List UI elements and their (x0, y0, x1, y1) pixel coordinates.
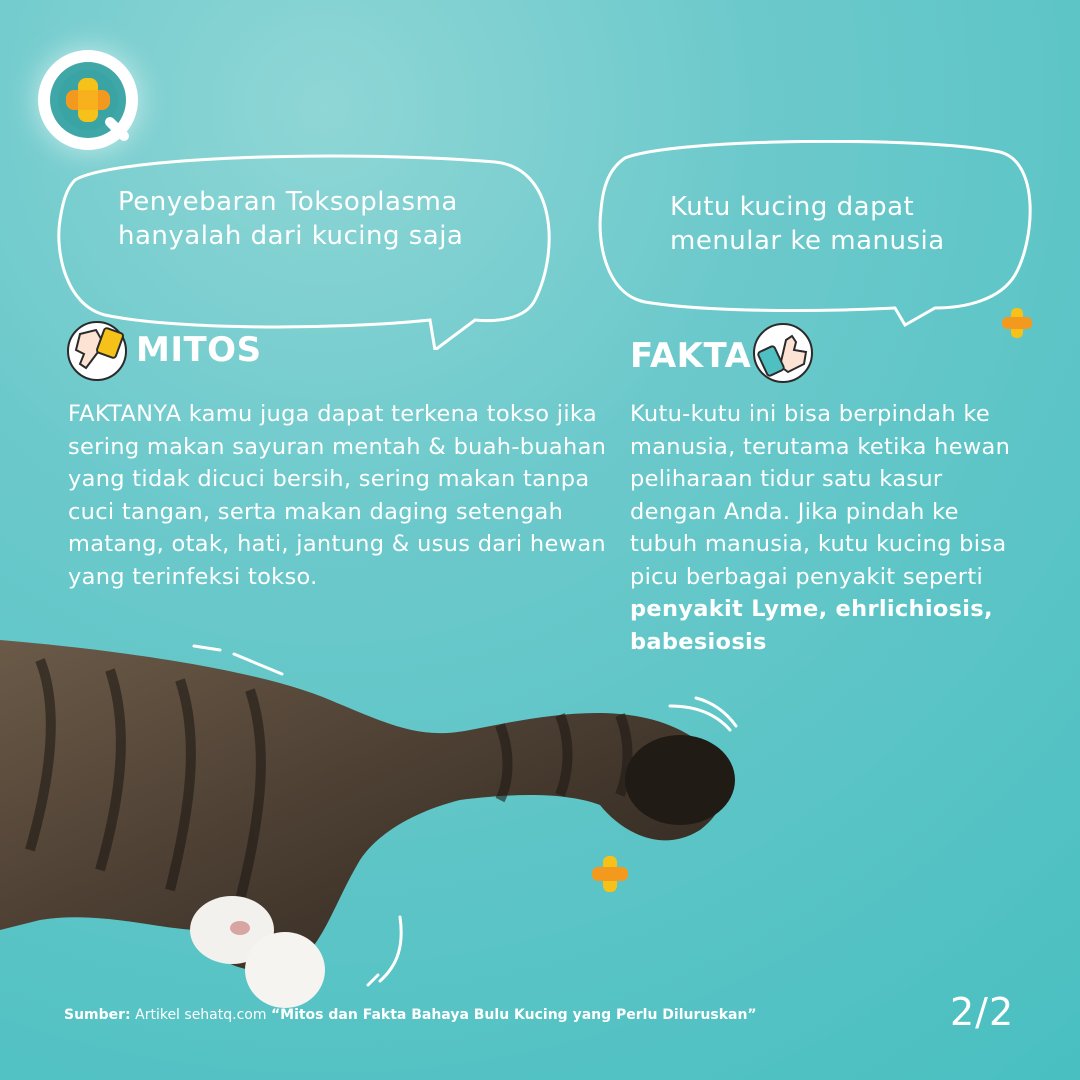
plus-sparkle-icon (590, 854, 630, 894)
source-text: Artikel sehatq.com (135, 1007, 267, 1023)
motion-dash (190, 640, 290, 680)
page-indicator: 2/2 (950, 990, 1015, 1034)
footer-source (64, 1007, 757, 1023)
motion-dash (666, 696, 746, 746)
motion-dash (360, 915, 420, 995)
myth-bubble-line2: hanyalah dari kucing saja (118, 221, 464, 251)
myth-bubble-line1: Penyebaran Toksoplasma (118, 187, 458, 217)
sehatq-logo-icon (38, 50, 138, 150)
thumbs-down-icon (66, 320, 128, 382)
article-title: “Mitos dan Fakta Bahaya Bulu Kucing yang Perlu Diluruskan” (270, 1007, 757, 1023)
thumbs-up-icon (752, 322, 814, 384)
plus-sparkle-icon (1000, 306, 1034, 340)
fact-paragraph-text: Kutu-kutu ini bisa berpindah ke manusia, terutama ketika hewan peliharaan tidur satu kasur dengan Anda. Jika pindah ke tubuh manusia, kutu kucing bisa picu berbagai penyakit seperti (630, 401, 1011, 590)
fact-bubble-line1: Kutu kucing dapat (670, 192, 915, 222)
fact-paragraph (630, 398, 1025, 658)
myth-bubble-text (118, 185, 463, 253)
fact-bubble-text (670, 190, 945, 258)
fact-diseases: penyakit Lyme, ehrlichiosis, babesiosis (630, 596, 993, 655)
myth-paragraph: FAKTANYA kamu juga dapat terkena tokso jika sering makan sayuran mentah & buah-buahan yang tidak dicuci bersih, sering makan tanpa cuci tangan, serta makan daging setengah matang, otak, hati, jantung & usus dari hewan yang terinfeksi tokso. (68, 401, 607, 590)
source-label: Sumber: (64, 1007, 131, 1023)
fact-bubble-line2: menular ke manusia (670, 226, 945, 256)
myth-label: MITOS (136, 330, 262, 370)
fact-label: FAKTA (630, 336, 752, 376)
